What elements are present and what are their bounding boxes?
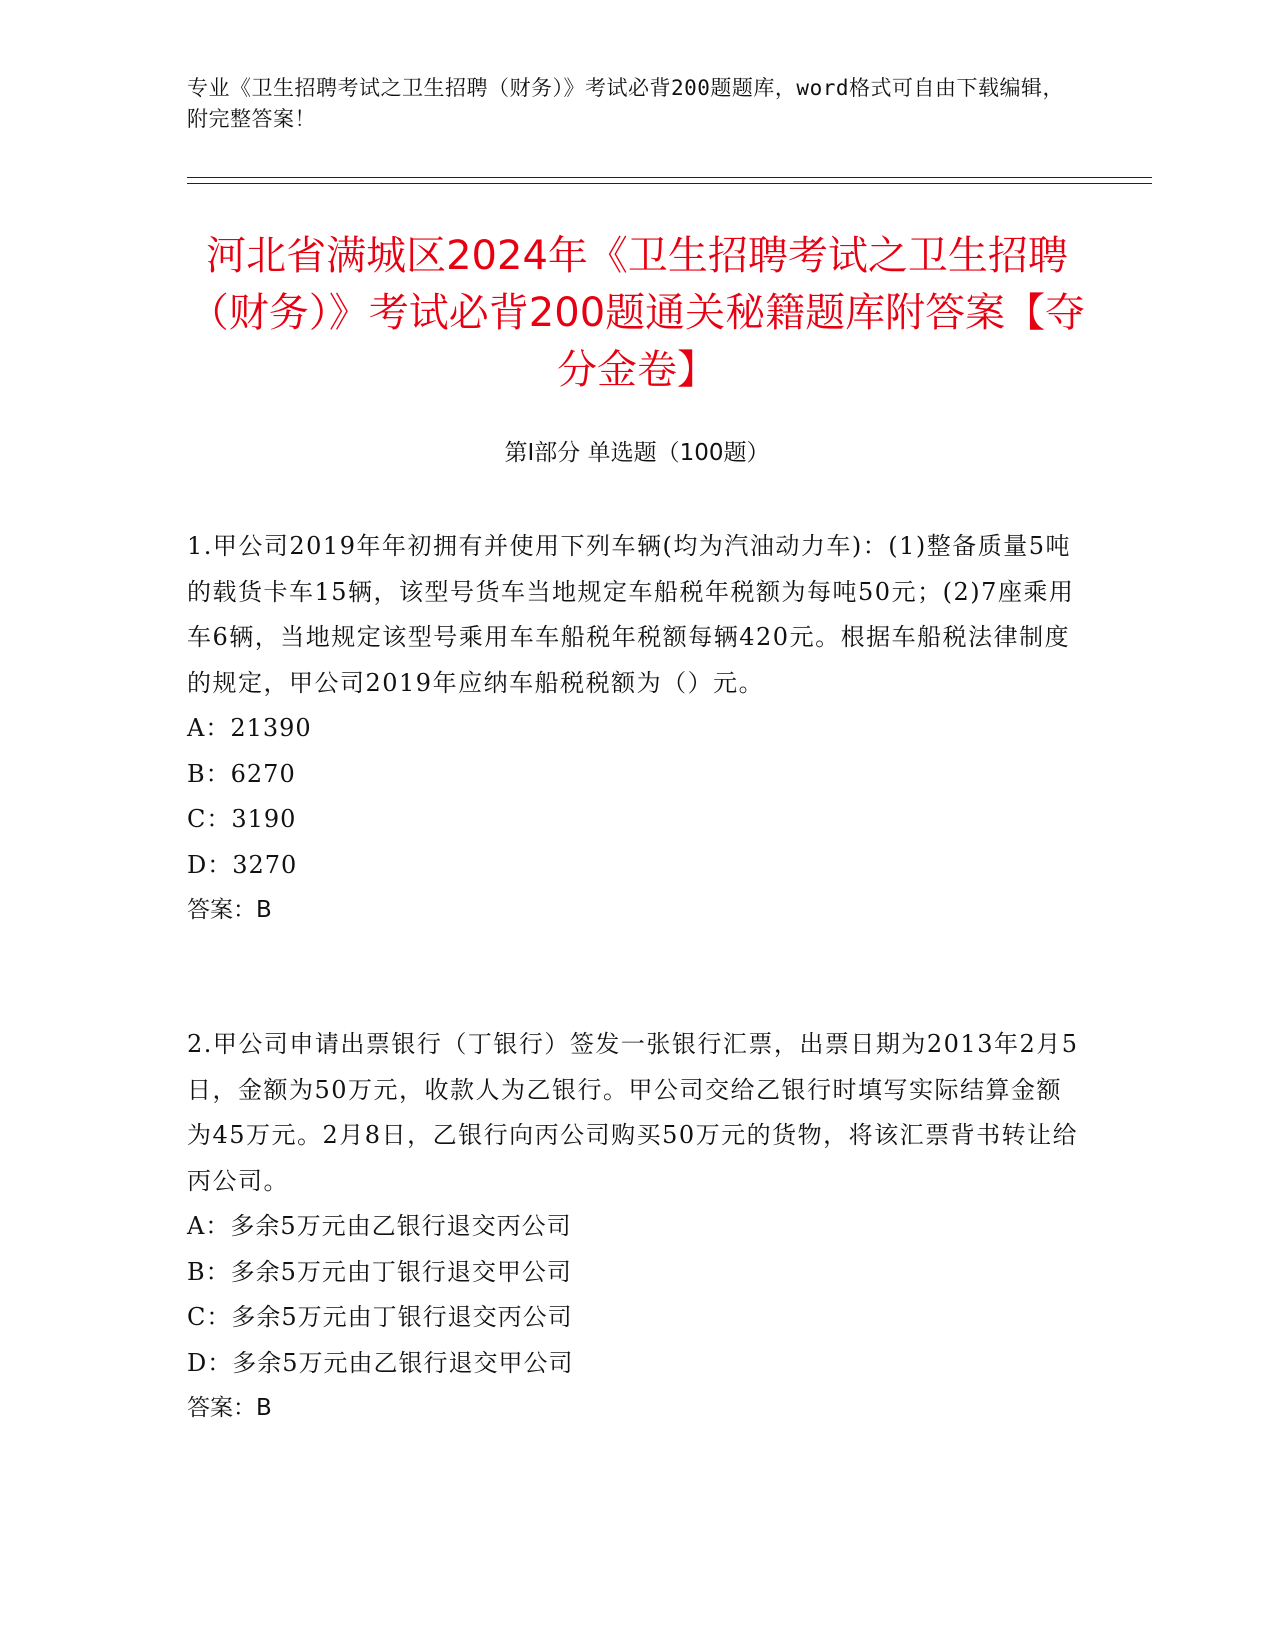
question-stem: 2.甲公司申请出票银行（丁银行）签发一张银行汇票，出票日期为2013年2月5日，金额为50万元，收款人为乙银行。甲公司交给乙银行时填写实际结算金额为45万元。2月8日，乙银行向丙公司购买50万元的货物，将该汇票背书转让给丙公司。 [187,1030,1079,1195]
answer: 答案：B [187,897,272,923]
question-2 [187,1022,1087,1432]
question-1 [187,524,1087,934]
section-heading: 第Ⅰ部分 单选题（100题） [504,440,770,466]
question-stem: 1.甲公司2019年年初拥有并使用下列车辆(均为汽油动力车)：(1)整备质量5吨的载货卡车15辆，该型号货车当地规定车船税年税额为每吨50元；(2)7座乘用车6辆，当地规定该型号乘用车车船税年税额每辆420元。根据车船税法律制度的规定，甲公司2019年应纳车船税税额为（）元。 [187,532,1075,697]
option-a: A：21390 [187,714,312,742]
document-title: 河北省满城区2024年《卫生招聘考试之卫生招聘（财务）》考试必背200题通关秘籍题库附答案【夺分金卷】 [188,233,1086,393]
header-rule-top [187,177,1152,178]
option-c: C：多余5万元由丁银行退交丙公司 [187,1303,573,1331]
header-rule-bottom [187,183,1152,184]
option-d: D：多余5万元由乙银行退交甲公司 [187,1348,574,1377]
option-d: D：3270 [187,850,298,879]
option-b: B：6270 [187,759,296,788]
option-a: A：多余5万元由乙银行退交丙公司 [187,1212,572,1240]
option-b: B：多余5万元由丁银行退交甲公司 [187,1257,572,1286]
header-note: 专业《卫生招聘考试之卫生招聘（财务）》考试必背200题题库，word格式可自由下载编辑，附完整答案！ [187,76,1064,131]
option-c: C：3190 [187,805,297,833]
answer: 答案：B [187,1395,272,1421]
